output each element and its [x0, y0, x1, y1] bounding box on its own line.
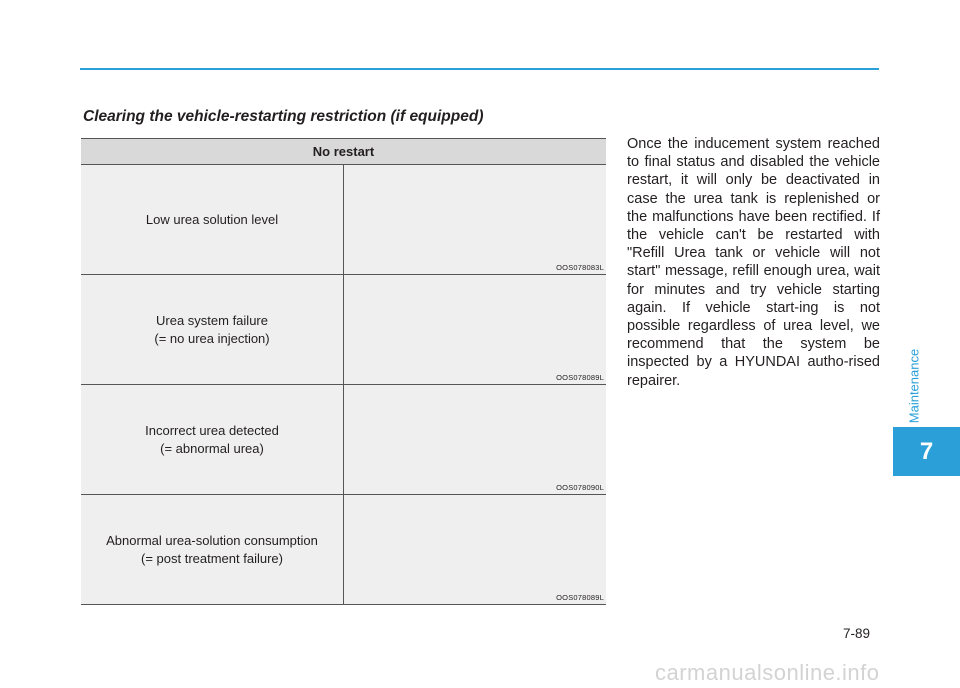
condition-line: Urea system failure [156, 312, 268, 328]
section-label-text: Maintenance [906, 348, 922, 424]
image-code: OOS078090L [556, 483, 604, 492]
condition-label [81, 495, 344, 605]
image-code: OOS078089L [556, 373, 604, 382]
condition-line: (= post treatment failure) [141, 550, 283, 566]
section-title: Clearing the vehicle-restarting restriction (if equipped) [83, 108, 484, 125]
condition-line: Abnormal urea-solution consumption [106, 532, 318, 548]
condition-label [81, 165, 344, 275]
chapter-tab: 7 [893, 427, 960, 476]
warning-image-placeholder [344, 385, 607, 495]
image-code: OOS078083L [556, 263, 604, 272]
condition-line: (= abnormal urea) [160, 440, 264, 456]
warning-image-placeholder [344, 165, 607, 275]
condition-line: Incorrect urea detected [145, 422, 279, 438]
table-header: No restart [81, 139, 606, 165]
condition-line: (= no urea injection) [154, 330, 270, 346]
table-row [81, 385, 606, 495]
condition-line: Low urea solution level [145, 211, 279, 227]
header-rule [80, 68, 879, 70]
watermark: carmanualsonline.info [655, 660, 880, 685]
warning-image-placeholder [344, 275, 607, 385]
condition-label [81, 275, 344, 385]
table-row [81, 275, 606, 385]
page-number: 7-89 [843, 626, 871, 641]
table-row [81, 165, 606, 275]
table-row [81, 495, 606, 605]
section-tab-label [904, 345, 924, 427]
image-code: OOS078089L [556, 593, 604, 602]
no-restart-table [81, 138, 606, 605]
condition-label [81, 385, 344, 495]
body-paragraph: Once the inducement system reached to final status and disabled the vehicle restart, it will only be deactivated in case the urea tank is replenished or the malfunctions have been rectified. If the vehicle can't be restarted with "Refill Urea tank or vehicle will not start" message, refill enough urea, wait for minutes and try vehicle starting again. If vehicle start-ing is not possible regardless of urea level, we recommend that the system be inspected by a HYUNDAI autho-rised repairer. [627, 136, 880, 389]
warning-image-placeholder [344, 495, 607, 605]
